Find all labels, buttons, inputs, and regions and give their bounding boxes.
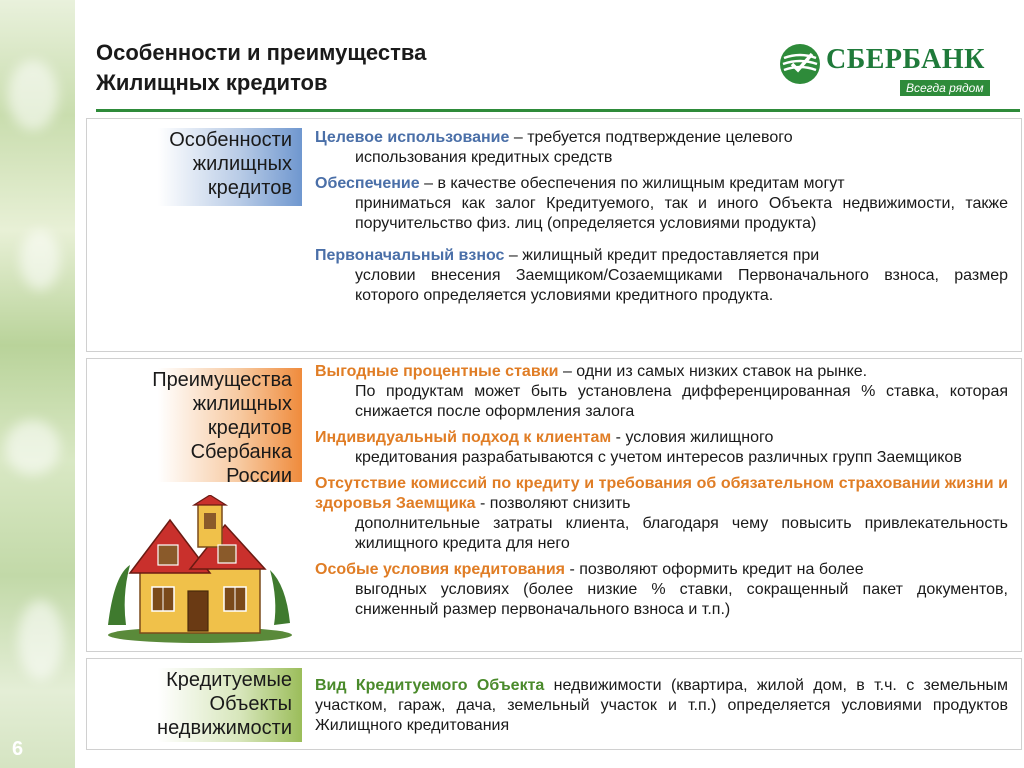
objects-label: Кредитуемые Объекты недвижимости: [96, 668, 302, 742]
sberbank-logo: [772, 40, 992, 100]
advantage-item: Индивидуальный подход к клиентам - условия жилищного кредитования разрабатываются с учетом интересов различных групп Заемщиков: [315, 429, 962, 466]
feature-item: Первоначальный взнос – жилищный кредит предоставляется при условии внесения Заемщиком/Созаемщиками Первоначального взноса, размер которого определяется условиями кредитного продукта.: [315, 247, 1008, 304]
features-label: Особенности жилищных кредитов: [96, 128, 302, 206]
house-illustration: [100, 495, 295, 645]
features-text: [315, 128, 1008, 312]
advantage-item: Особые условия кредитования - позволяют оформить кредит на более выгодных условиях (более низкие % ставки, сокращенный пакет документов, сниженный размер первоначального взноса и т.п.): [315, 561, 1008, 618]
logo-slogan: Всегда рядом: [900, 80, 990, 96]
title-divider: [96, 109, 1020, 112]
feature-item: Обеспечение – в качестве обеспечения по жилищным кредитам могут приниматься как залог Кредитуемого, так и иного Объекта недвижимости, также поручительство физ. лиц (определяется условиями продукта): [315, 175, 1008, 232]
logo-name: СБЕРБАНК: [826, 44, 985, 75]
sberbank-logo-icon: [778, 42, 822, 86]
feature-item: Целевое использование – требуется подтверждение целевого использования кредитных средств: [315, 129, 793, 166]
decorative-side-strip: [0, 0, 75, 768]
page-number: 6: [12, 738, 24, 760]
title-line-2: Жилищных кредитов: [96, 70, 328, 95]
advantages-label: Преимущества жилищных кредитов Сбербанка России: [96, 368, 302, 482]
advantage-item: Отсутствие комиссий по кредиту и требования об обязательном страховании жизни и здоровья Заемщика - позволяют снизить дополнительные затраты клиента, благодаря чему повысить привлекательность жилищного кредита для него: [315, 475, 1008, 552]
title-line-1: Особенности и преимущества: [96, 40, 427, 65]
advantage-item: Выгодные процентные ставки – одни из самых низких ставок на рынке. По продуктам может быть установлена дифференцированная % ставка, которая снижается после оформления залога: [315, 363, 1008, 420]
page-title: [96, 38, 656, 98]
objects-text: [315, 676, 1008, 742]
advantages-text: [315, 362, 1008, 626]
object-item: Вид Кредитуемого Объекта недвижимости (квартира, жилой дом, в т.ч. с земельным участком, гараж, дача, земельный участок и т.п.) определяется условиями продуктов Жилищного кредитования: [315, 677, 1008, 734]
